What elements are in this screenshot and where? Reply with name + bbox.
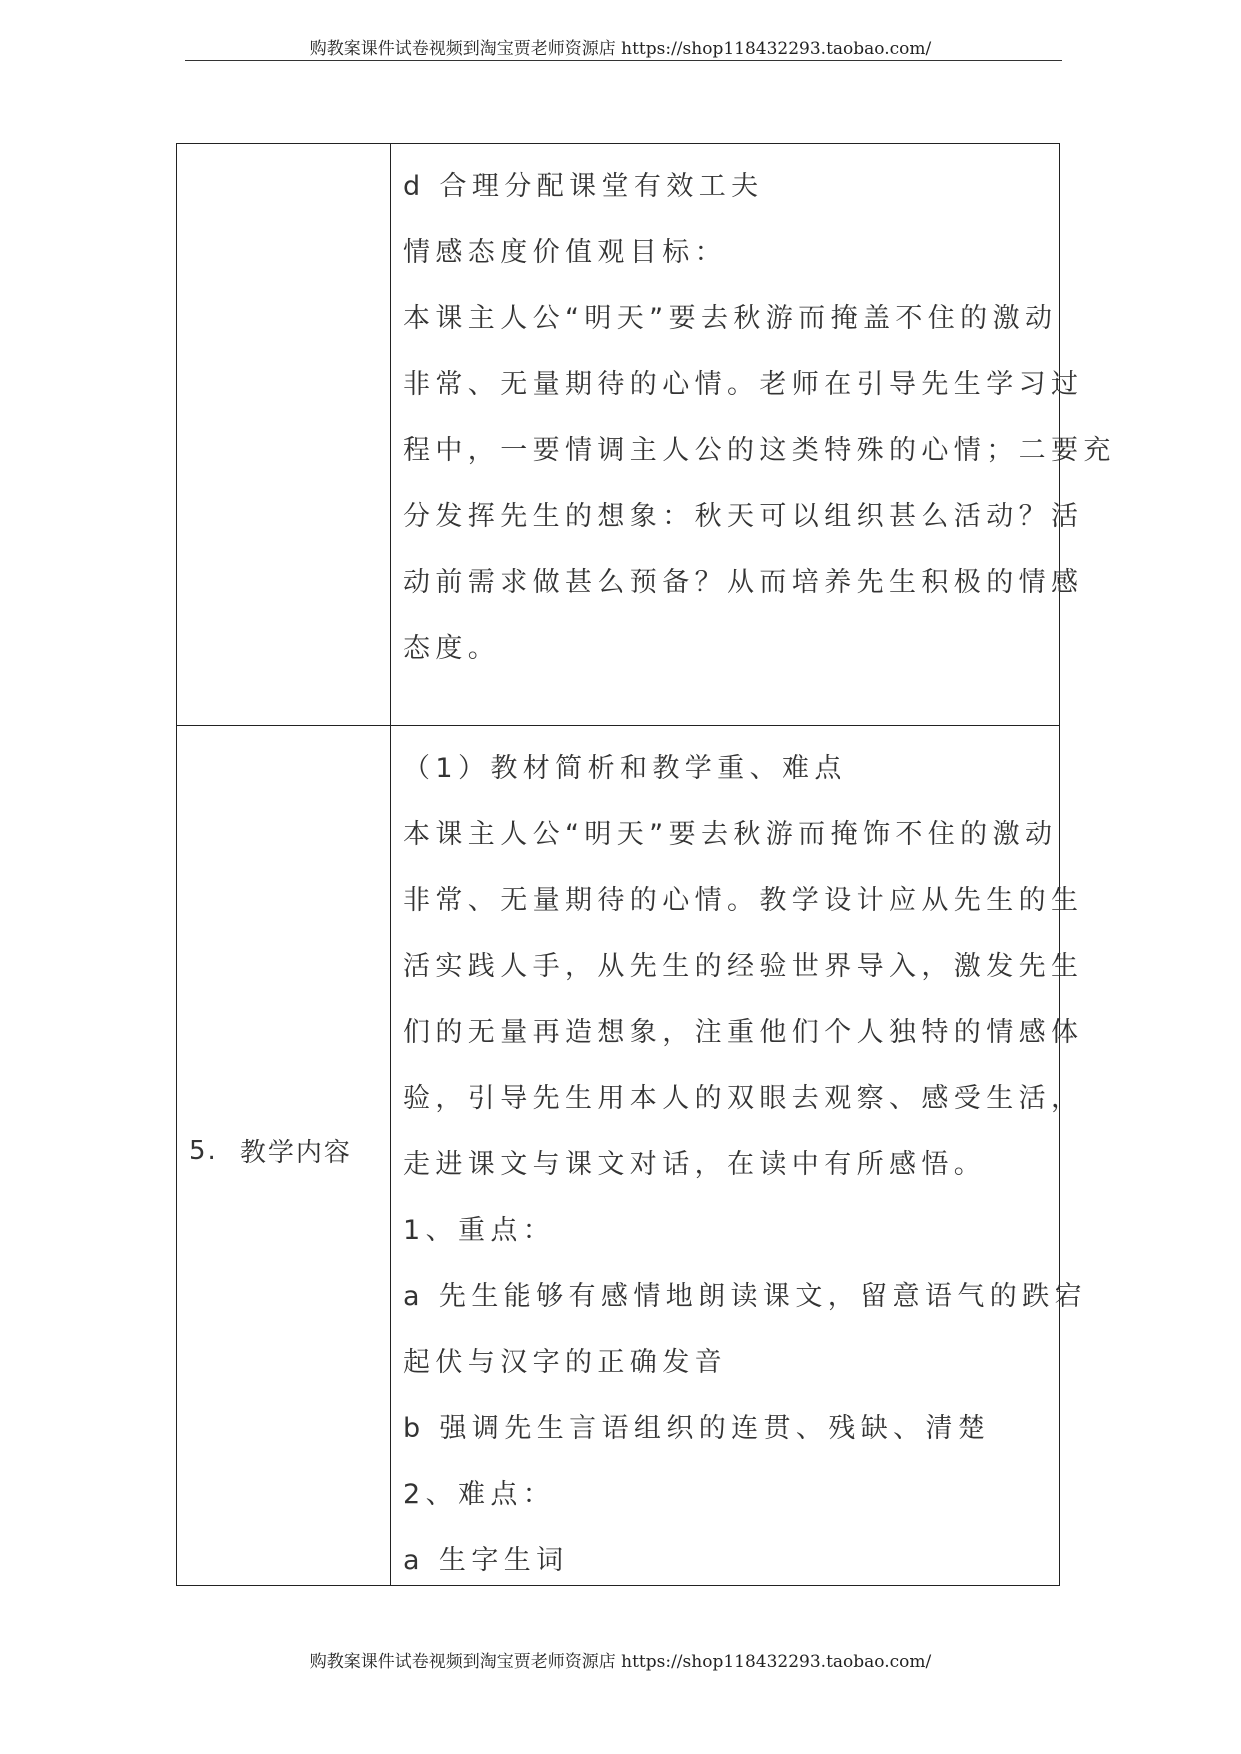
text-line: 们的无量再造想象，注重他们个人独特的情感体 [403, 1017, 1084, 1048]
text-line: 2、难点： [403, 1479, 556, 1510]
text-line: a 先生能够有感情地朗读课文，留意语气的跌宕 [403, 1281, 1087, 1312]
section-title: 教学内容 [239, 1138, 352, 1168]
text-line: （1）教材简析和教学重、难点 [403, 753, 847, 784]
text-line: b 强调先生言语组织的连贯、残缺、清楚 [403, 1413, 991, 1444]
text-line: 情感态度价值观目标： [403, 237, 727, 268]
text-line: 态度。 [403, 633, 501, 664]
text-line: 1、重点： [403, 1215, 556, 1246]
text-line: 分发挥先生的想象：秋天可以组织甚么活动？活 [403, 501, 1084, 532]
row-label-cell [177, 726, 391, 1586]
lesson-plan-table [176, 143, 1116, 1586]
page-footer: 购教案课件试卷视频到淘宝贾老师资源店 https://shop118432293.taobao.com/ [309, 1652, 932, 1672]
page-header: 购教案课件试卷视频到淘宝贾老师资源店 https://shop118432293.taobao.com/ [309, 39, 932, 59]
section-label [177, 726, 390, 1575]
header-rule [185, 60, 1062, 61]
text-line: 本课主人公“明天”要去秋游而掩饰不住的激动 [403, 819, 1058, 850]
table-row [177, 726, 1060, 1586]
text-line: 动前需求做甚么预备？从而培养先生积极的情感 [403, 567, 1084, 598]
table-row [177, 144, 1060, 726]
text-line: a 生字生词 [403, 1545, 569, 1576]
text-line: d 合理分配课堂有效工夫 [403, 171, 764, 202]
row-label-cell [177, 144, 391, 726]
text-line: 非常、无量期待的心情。教学设计应从先生的生 [403, 885, 1084, 916]
text-line: 程中，一要情调主人公的这类特殊的心情；二要充 [403, 435, 1116, 466]
row-content-cell [391, 144, 1116, 726]
text-line: 起伏与汉字的正确发音 [403, 1347, 727, 1378]
section-number: 5. [189, 1135, 218, 1166]
text-line: 活实践人手，从先生的经验世界导入，激发先生 [403, 951, 1084, 982]
row-content-cell [391, 726, 1087, 1586]
text-line: 验，引导先生用本人的双眼去观察、感受生活， [403, 1083, 1084, 1114]
text-line: 走进课文与课文对话，在读中有所感悟。 [403, 1149, 987, 1180]
text-line: 非常、无量期待的心情。老师在引导先生学习过 [403, 369, 1084, 400]
text-line: 本课主人公“明天”要去秋游而掩盖不住的激动 [403, 303, 1058, 334]
